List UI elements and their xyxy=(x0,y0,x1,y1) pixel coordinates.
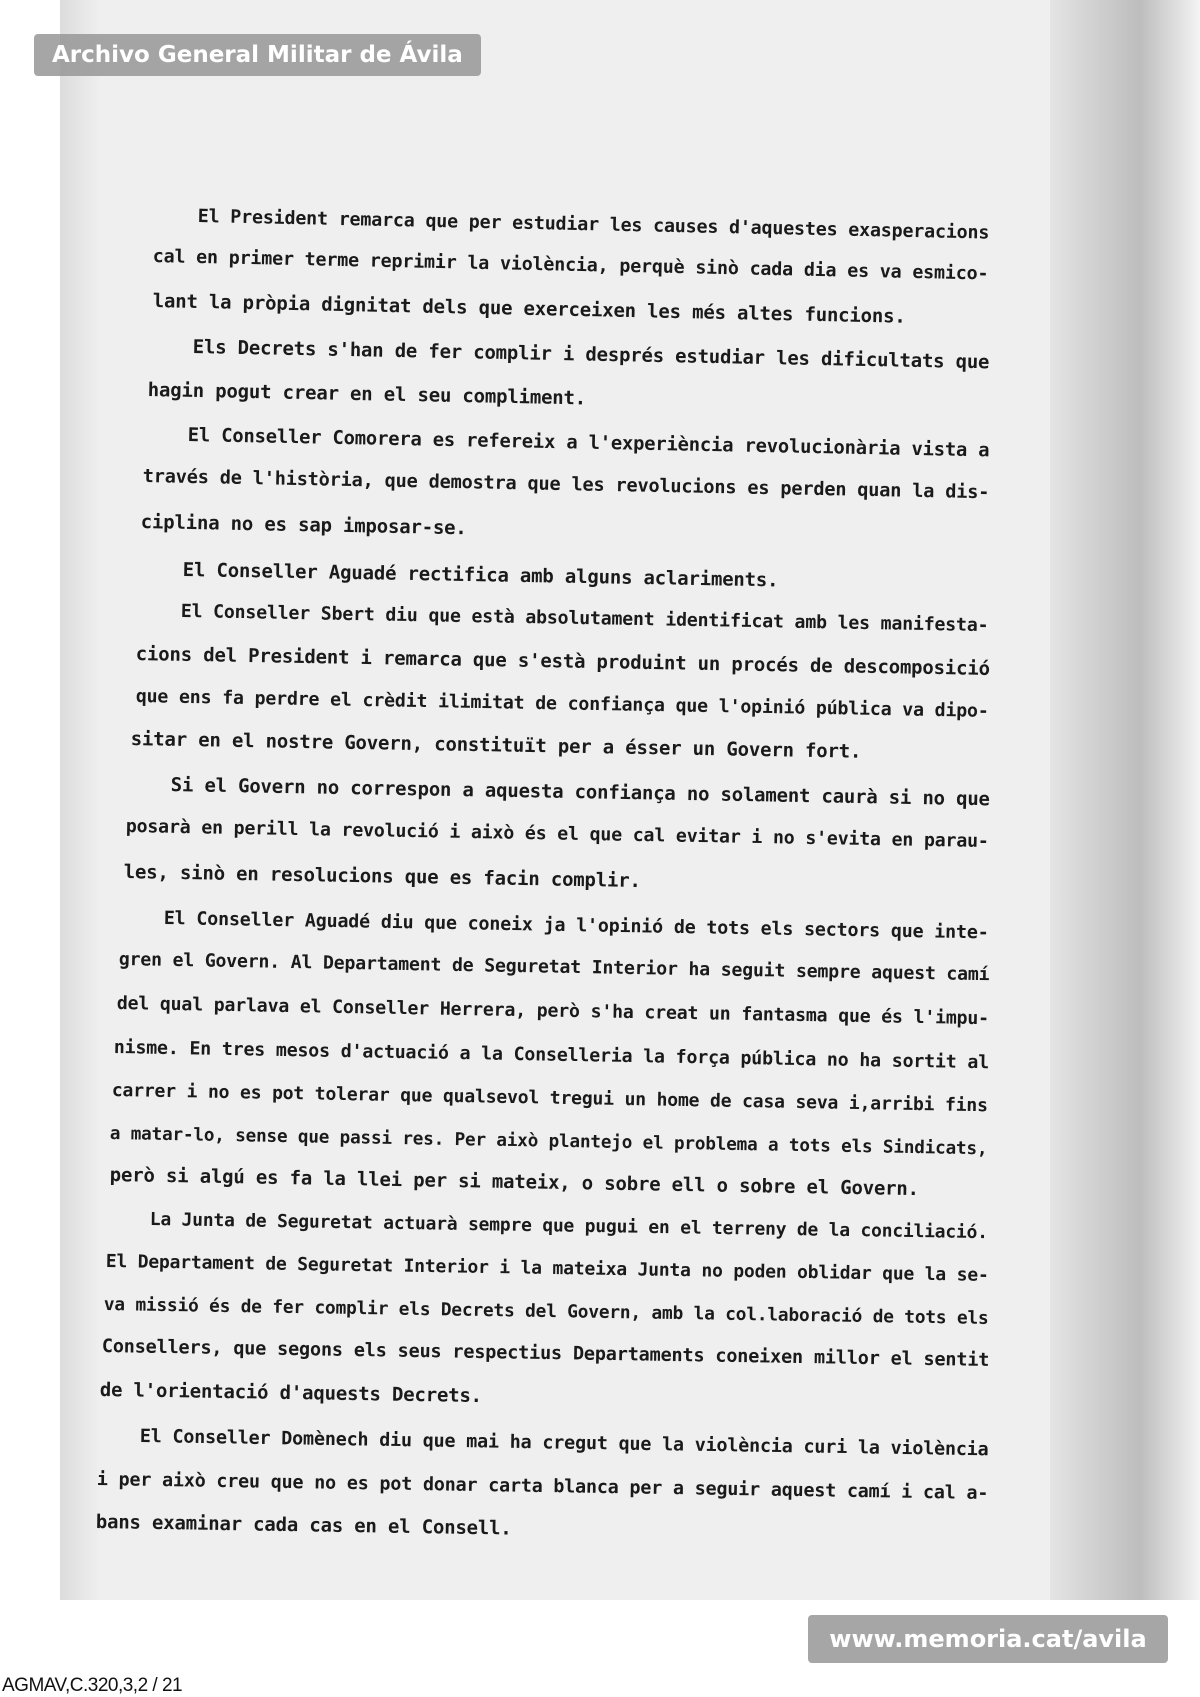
text-line: El Conseller Aguadé diu que coneix ja l'opinió de tots els sectors que inte- xyxy=(163,907,989,944)
archive-watermark-label: Archivo General Militar de Ávila xyxy=(34,34,481,76)
text-line: La Junta de Seguretat actuarà sempre que pugui en el terreny de la conciliació. xyxy=(149,1208,988,1244)
text-line: cions del President i remarca que s'està produint un procés de descomposició xyxy=(135,642,991,680)
text-line: que ens fa perdre el crèdit ilimitat de confiança que l'opinió pública va dipo- xyxy=(135,685,989,722)
text-line: va missió és de fer complir els Decrets del Govern, amb la col.laboració de tots els xyxy=(103,1293,989,1329)
text-line: cal en primer terme reprimir la violència, perquè sinò cada dia es va esmico- xyxy=(152,245,989,285)
text-line: les, sinò en resolucions que es facin complir. xyxy=(123,860,641,893)
text-line: lant la pròpia dignitat dels que exerceixen les més altes funcions. xyxy=(152,289,906,328)
text-line: sitar en el nostre Govern, constituït per a ésser un Govern fort. xyxy=(130,727,862,763)
text-line: El Conseller Domènech diu que mai ha cregut que la violència curi la violència xyxy=(139,1425,989,1461)
text-line: El Conseller Comorera es refereix a l'experiència revolucionària vista a xyxy=(187,424,990,462)
text-line: però si algú es fa la llei per si mateix, o sobre ell o sobre el Govern. xyxy=(109,1163,920,1201)
text-line: El Departament de Seguretat Interior i la mateixa Junta no poden oblidar que la se- xyxy=(105,1250,989,1286)
text-line: nisme. En tres mesos d'actuació a la Conselleria la força pública no ha sortit al xyxy=(113,1036,990,1074)
text-line: Els Decrets s'han de fer complir i després estudiar les dificultats que xyxy=(192,335,990,374)
text-line: gren el Govern. Al Departament de Seguretat Interior ha seguit sempre aquest camí xyxy=(118,948,990,986)
text-line: i per això creu que no es pot donar carta blanca per a seguir aquest camí i cal a- xyxy=(96,1468,989,1505)
text-line: El Conseller Sbert diu que està absolutament identificat amb les manifesta- xyxy=(180,600,989,637)
website-watermark-label: www.memoria.cat/avila xyxy=(808,1615,1168,1663)
text-line: hagin pogut crear en el seu compliment. xyxy=(147,378,587,410)
text-line: Consellers, que segons els seus respectius Departaments coneixen millor el sentit xyxy=(101,1335,990,1371)
text-line: del qual parlava el Conseller Herrera, però s'ha creat un fantasma que és l'impu- xyxy=(116,992,990,1030)
text-line: Si el Govern no correspon a aquesta confiança no solament caurà si no que xyxy=(170,773,990,811)
text-line: El President remarca que per estudiar les causes d'aquestes exasperacions xyxy=(197,205,990,244)
text-line: de l'orientació d'aquests Decrets. xyxy=(99,1378,483,1407)
text-line: ciplina no es sap imposar-se. xyxy=(140,510,467,540)
text-line: posarà en perill la revolució i això és el que cal evitar i no s'evita en parau- xyxy=(125,815,989,853)
text-line: través de l'història, que demostra que les revolucions es perden quan la dis- xyxy=(142,465,990,504)
text-line: bans examinar cada cas en el Consell. xyxy=(95,1510,512,1540)
text-line: El Conseller Aguadé rectifica amb alguns aclariments. xyxy=(182,558,779,592)
archive-reference-code: AGMAV,C.320,3,2 / 21 xyxy=(2,1675,183,1696)
text-line: carrer i no es pot tolerar que qualsevol tregui un home de casa seva i,arribi fins xyxy=(111,1079,988,1117)
text-line: a matar-lo, sense que passi res. Per això plantejo el problema a tots els Sindicats, xyxy=(109,1123,988,1160)
